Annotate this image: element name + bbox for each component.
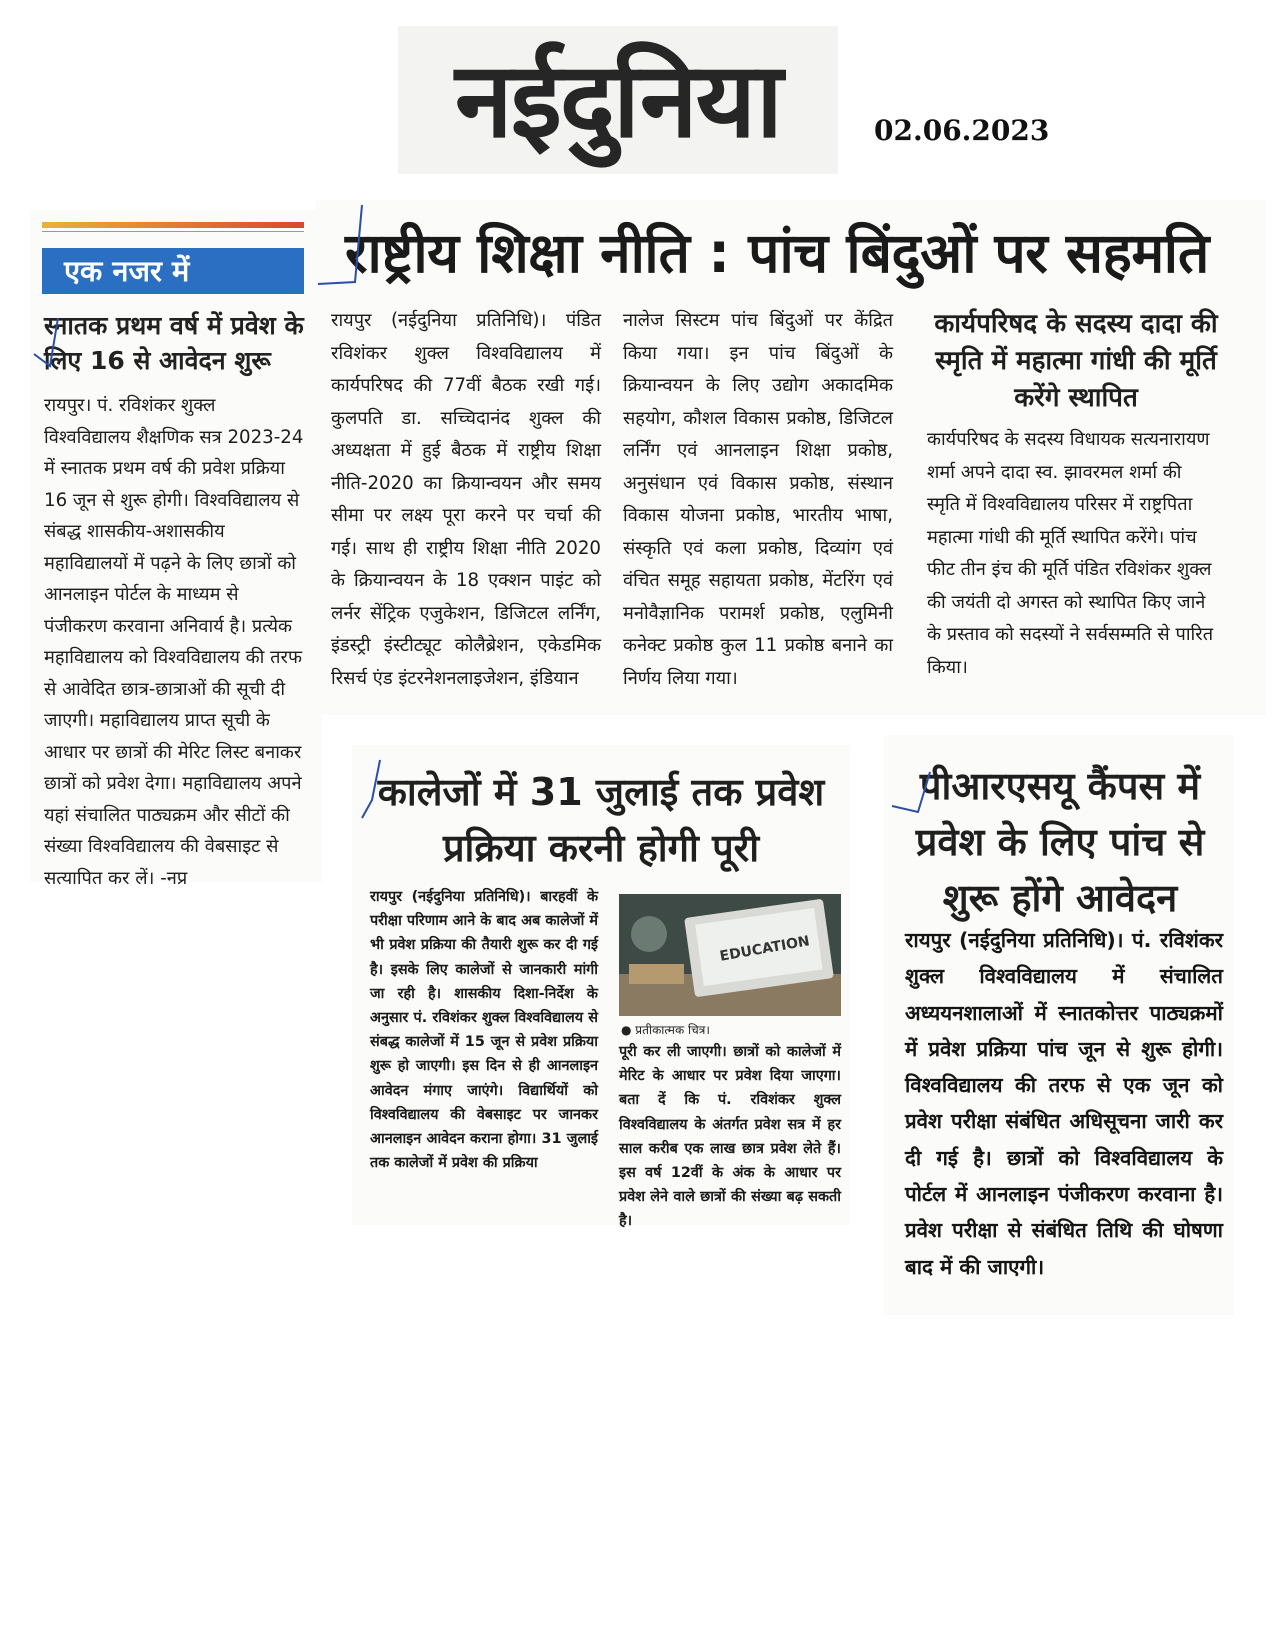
tick-mark-prsu (892, 772, 930, 812)
main-story-column-2: नालेज सिस्टम पांच बिंदुओं पर केंद्रित किया गया। इन पांच बिंदुओं के क्रियान्वयन के लिए उद्योग अकादमिक सहयोग, कौशल विकास प्रकोष्ठ, डिजिटल लर्निंग एवं आनलाइन शिक्षा प्रकोष्ठ, अनुसंधान एवं विकास प्रकोष्ठ, संस्थान विकास योजना प्रकोष्ठ, भारतीय भाषा, संस्कृति एवं कला प्रकोष्ठ, दिव्यांग एवं वंचित समूह सहायता प्रकोष्ठ, मेंटरिंग एवं मनोवैज्ञानिक परामर्श प्रकोष्ठ, एलुमिनी कनेक्ट प्रकोष्ठ कुल 11 प्रकोष्ठ बनाने का निर्णय लिया गया। (623, 310, 893, 689)
publication-date: 02.06.2023 (874, 114, 1050, 147)
college-story-column-2: पूरी कर ली जाएगी। छात्रों को कालेजों में मेरिट के आधार पर प्रवेश दिया जाएगा। बता दें कि पं. रविशंकर शुक्ल विश्वविद्यालय के अंतर्गत प्रवेश सत्र में हर साल करीब एक लाख छात्र प्रवेश लेते हैं। इस वर्ष 12वीं के अंक के आधार पर प्रवेश लेने वाले छात्रों की संख्या बढ़ सकती है। (619, 1044, 841, 1230)
tick-mark-main (318, 205, 362, 284)
college-story-column-1: रायपुर (नईदुनिया प्रतिनिधि)। बारहवीं के परीक्षा परिणाम आने के बाद अब कालेजों में भी प्रवेश प्रक्रिया की तैयारी शुरू कर दी गई है। इसके लिए कालेजों से जानकारी मांगी जा रही है। शासकीय दिशा-निर्देश के अनुसार पं. रविशंकर शुक्ल विश्वविद्यालय से संबद्ध कालेजों में 15 जून से प्रवेश प्रक्रिया शुरू हो जाएगी। इस दिन से ही आनलाइन आवेदन मंगाए जाएंगे। विद्यार्थियों को विश्वविद्यालय की वेबसाइट पर जानकर आनलाइन आवेदन कराना होगा। 31 जुलाई तक कालेजों में प्रवेश की प्रक्रिया (370, 889, 598, 1172)
tick-mark-sidebar (34, 318, 58, 366)
main-story-headline: राष्ट्रीय शिक्षा नीति : पांच बिंदुओं पर सहमति (345, 221, 1209, 285)
gandhi-story-body: कार्यपरिषद के सदस्य विधायक सत्यनारायण शर्मा अपने दादा स्व. झावरमल शर्मा की स्मृति में विश्वविद्यालय परिसर में राष्ट्रपिता महात्मा गांधी की मूर्ति स्थापित करेंगे। पांच फीट तीन इंच की मूर्ति पंडित रविशंकर शुक्ल की जयंती दो अगस्त को स्थापित किए जाने के प्रस्ताव को सदस्यों ने सर्वसम्मति से पारित किया। (927, 429, 1214, 678)
photo-education-text: EDUCATION (718, 933, 811, 965)
masthead-logo-text: नईदुनिया (455, 39, 781, 161)
caption-bullet-icon: ● (621, 1023, 636, 1037)
photo-caption-text: प्रतीकात्मक चित्र। (635, 1023, 710, 1037)
main-story-column-1: रायपुर (नईदुनिया प्रतिनिधि)। पंडित रविशंकर शुक्ल विश्वविद्यालय में कार्यपरिषद की 77वीं बैठक रखी गई। कुलपति डा. सच्चिदानंद शुक्ल की अध्यक्षता में हुई बैठक में राष्ट्रीय शिक्षा नीति-2020 का क्रियान्वयन और समय सीमा पर लक्ष्य पूरा करने पर चर्चा की गई। साथ ही राष्ट्रीय शिक्षा नीति 2020 के क्रियान्वयन के 18 एक्शन पाइंट को लर्नर सेंट्रिक एजुकेशन, डिजिटल लर्निंग, इंडस्ट्री इंस्टीट्यूट कोलैब्रेशन, एकेडमिक रिसर्च एंड इंटरनेशनलाइजेशन, इंडियान (331, 310, 601, 689)
tick-mark-college (362, 760, 380, 818)
gandhi-story-headline: कार्यपरिषद के सदस्य दादा की स्मृति में महात्मा गांधी की मूर्ति करेंगे स्थापित (934, 309, 1218, 413)
sidebar-body: रायपुर। पं. रविशंकर शुक्ल विश्वविद्यालय शैक्षणिक सत्र 2023-24 में स्नातक प्रथम वर्ष की प्रवेश प्रक्रिया 16 जून से शुरू होगी। विश्वविद्यालय से संबद्ध शासकीय-अशासकीय महाविद्यालयों में पढ़ने के लिए छात्रों को आनलाइन पोर्टल के माध्यम से पंजीकरण करवाना अनिवार्य है। प्रत्येक महाविद्यालय को विश्वविद्यालय की तरफ से आवेदित छात्र-छात्राओं की सूची दी जाएगी। महाविद्यालय प्राप्त सूची के आधार पर छात्रों की मेरिट लिस्ट बनाकर छात्रों को प्रवेश देगा। महाविद्यालय अपने यहां संचालित पाठ्यक्रम और सीटों की संख्या विश्वविद्यालय की वेबसाइट से सत्यापित कर लें। -नप्र (44, 395, 304, 889)
college-story-headline: कालेजों में 31 जुलाई तक प्रवेश प्रक्रिया करनी होगी पूरी (377, 770, 825, 870)
prsu-story-body: रायपुर (नईदुनिया प्रतिनिधि)। पं. रविशंकर शुक्ल विश्वविद्यालय में संचालित अध्ययनशालाओं में स्नातकोत्तर पाठ्यक्रमों में प्रवेश प्रक्रिया पांच जून से शुरू होगी। विश्वविद्यालय की तरफ से एक जून को प्रवेश परीक्षा संबंधित अधिसूचना जारी कर दी गई है। छात्रों को विश्वविद्यालय के पोर्टल में आनलाइन पंजीकरण करवाना है। प्रवेश परीक्षा से संबंधित तिथि की घोषणा बाद में की जाएगी। (905, 928, 1223, 1279)
section-badge: एक नजर में (42, 248, 304, 294)
prsu-story-headline: पीआरएसयू कैंपस में प्रवेश के लिए पांच से शुरू होंगे आवेदन (915, 764, 1205, 920)
sidebar-headline: स्नातक प्रथम वर्ष में प्रवेश के लिए 16 से आवेदन शुरू (44, 311, 304, 375)
